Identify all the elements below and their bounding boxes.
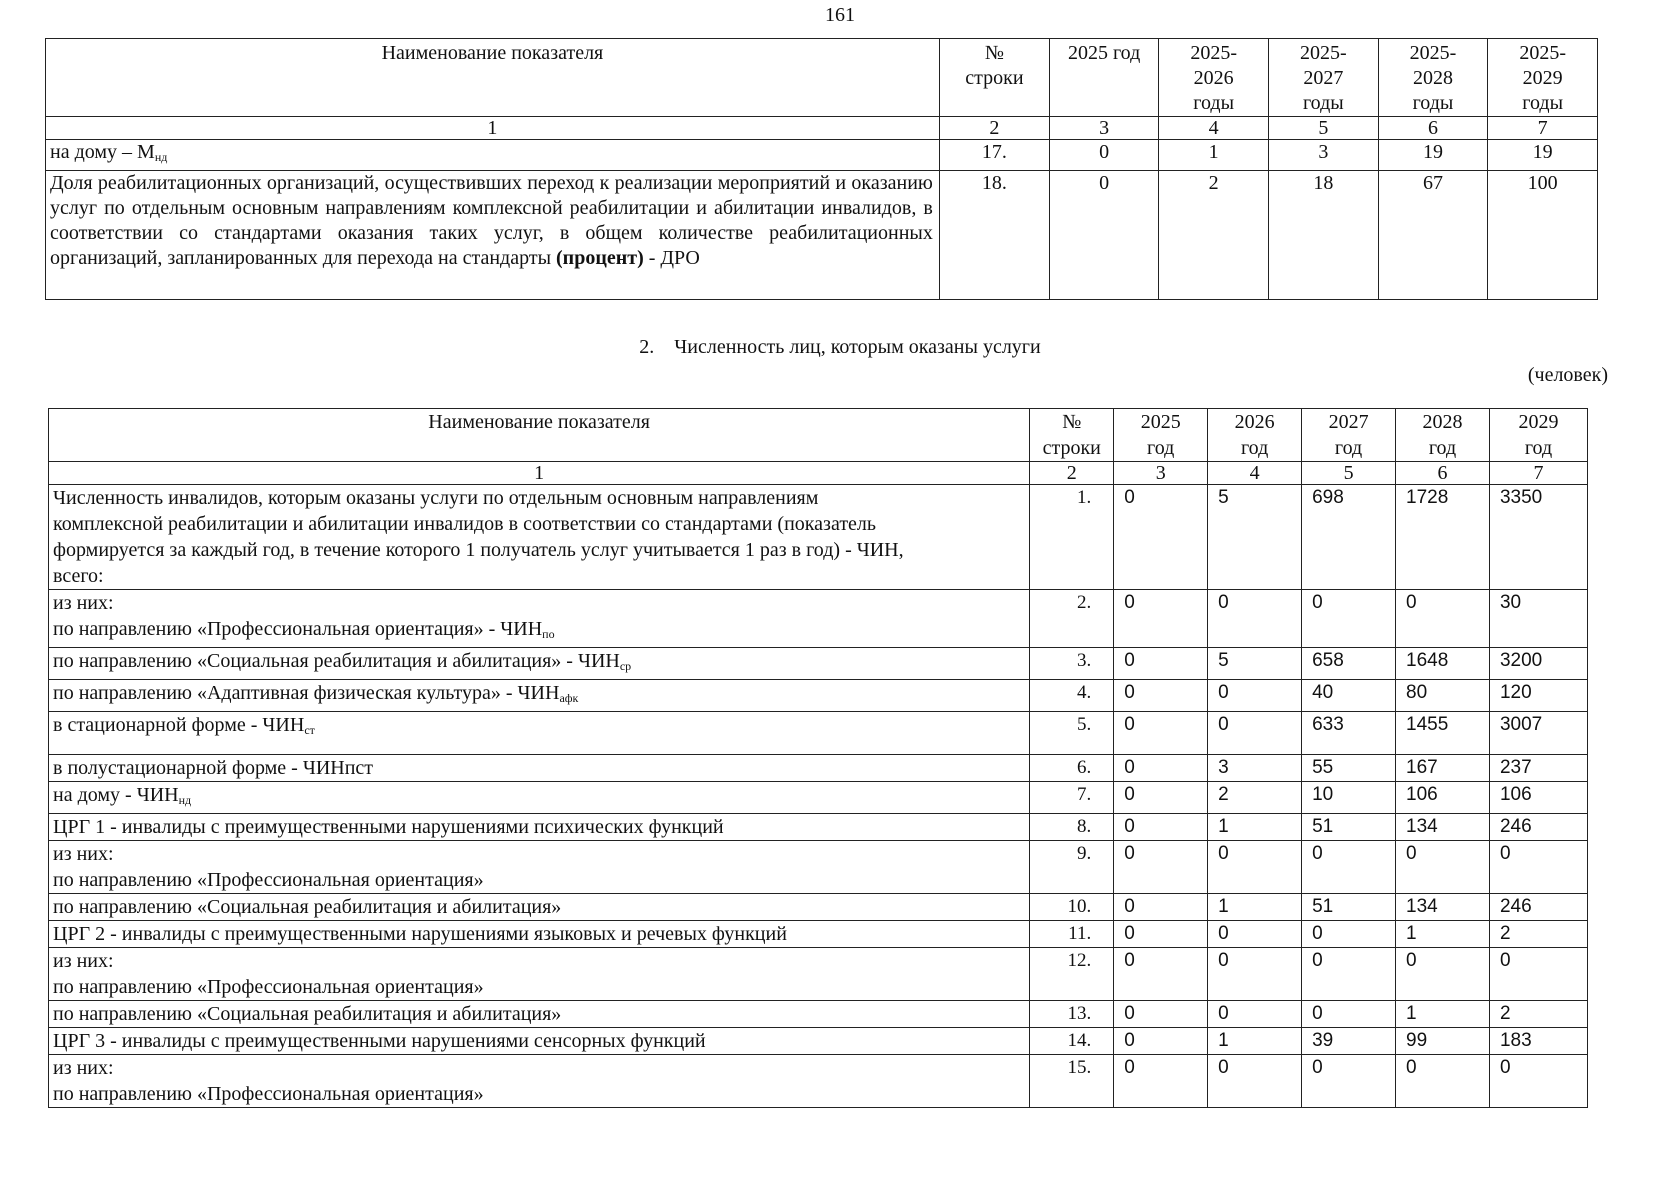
row-name: на дому - $ЧИН_{нд}$ — [49, 782, 1030, 814]
column-number: 1 — [46, 117, 940, 140]
table-row — [49, 921, 1588, 948]
table-row — [49, 1055, 1588, 1108]
value-cell: 1648 — [1396, 648, 1490, 680]
value-cell: 10 — [1302, 782, 1396, 814]
value-cell: 80 — [1396, 680, 1490, 712]
row-name: по направлению «Социальная реабилитация и абилитация» — [49, 894, 1030, 921]
value-cell: 1 — [1208, 814, 1302, 841]
table-row — [49, 948, 1588, 1001]
value-cell: 0 — [1396, 1055, 1490, 1108]
column-number: 6 — [1378, 117, 1488, 140]
header-years-2025-2027: 2025- 2027 годы — [1268, 39, 1378, 117]
value-cell: 3350 — [1489, 485, 1587, 590]
table-row — [49, 1001, 1588, 1028]
value-cell: 0 — [1302, 590, 1396, 648]
value-cell: 0 — [1489, 841, 1587, 894]
value-cell: 2 — [1489, 921, 1587, 948]
header-row-number: № строки — [939, 39, 1049, 117]
value-cell: 0 — [1114, 948, 1208, 1001]
value-cell: 183 — [1489, 1028, 1587, 1055]
value-cell: 0 — [1208, 1001, 1302, 1028]
indicators-table-continued — [45, 38, 1598, 300]
value-cell: 0 — [1114, 680, 1208, 712]
header-row-number: № строки — [1030, 409, 1114, 462]
row-number: 12. — [1030, 948, 1114, 1001]
value-cell: 0 — [1114, 648, 1208, 680]
table2-body — [49, 485, 1588, 1108]
value-cell: 1 — [1159, 140, 1269, 171]
value-cell: 167 — [1396, 755, 1490, 782]
row-number: 6. — [1030, 755, 1114, 782]
value-cell: 0 — [1049, 171, 1158, 300]
column-number: 6 — [1396, 462, 1490, 485]
value-cell: 0 — [1114, 894, 1208, 921]
header-year-2029: 2029 год — [1489, 409, 1587, 462]
row-name: ЦРГ 3 - инвалиды с преимущественными нарушениями сенсорных функций — [49, 1028, 1030, 1055]
table-row — [49, 814, 1588, 841]
header-year-2028: 2028 год — [1396, 409, 1490, 462]
value-cell: 134 — [1396, 814, 1490, 841]
row-number: 5. — [1030, 712, 1114, 755]
value-cell: 0 — [1489, 948, 1587, 1001]
table-row — [49, 648, 1588, 680]
row-number: 10. — [1030, 894, 1114, 921]
value-cell: 0 — [1114, 1055, 1208, 1108]
table-row — [49, 894, 1588, 921]
value-cell: 55 — [1302, 755, 1396, 782]
value-cell: 39 — [1302, 1028, 1396, 1055]
value-cell: 100 — [1488, 171, 1598, 300]
column-number: 7 — [1488, 117, 1598, 140]
value-cell: 0 — [1396, 948, 1490, 1001]
column-number: 5 — [1302, 462, 1396, 485]
value-cell: 51 — [1302, 814, 1396, 841]
row-name: в полустационарной форме - ЧИНпст — [49, 755, 1030, 782]
value-cell: 1 — [1208, 1028, 1302, 1055]
row-name: Численность инвалидов, которым оказаны услуги по отдельным основным направлениям комплексной реабилитации и абилитации инвалидов в соответствии со стандартами (показатель формируется за каждый год, в течение которого 1 получатель услуг учитывается 1 раз в год) - ЧИН, всего: — [49, 485, 1030, 590]
value-cell: 698 — [1302, 485, 1396, 590]
table1-header-row — [46, 39, 1598, 117]
row-name: из них: по направлению «Профессиональная ориентация» — [49, 841, 1030, 894]
value-cell: 0 — [1114, 841, 1208, 894]
value-cell: 134 — [1396, 894, 1490, 921]
value-cell: 246 — [1489, 894, 1587, 921]
value-cell: 19 — [1378, 140, 1488, 171]
table-row — [49, 712, 1588, 755]
value-cell: 0 — [1208, 590, 1302, 648]
value-cell: 5 — [1208, 485, 1302, 590]
value-cell: 2 — [1489, 1001, 1587, 1028]
section-title: 2. Численность лиц, которым оказаны услуги — [639, 336, 1041, 358]
value-cell: 1728 — [1396, 485, 1490, 590]
row-name: на дому – $М_{нд}$ — [46, 140, 940, 171]
column-number: 5 — [1268, 117, 1378, 140]
row-name: из них: по направлению «Профессиональная ориентация» — [49, 1055, 1030, 1108]
row-number: 7. — [1030, 782, 1114, 814]
column-number: 4 — [1208, 462, 1302, 485]
row-number: 15. — [1030, 1055, 1114, 1108]
row-number: 3. — [1030, 648, 1114, 680]
table-row — [46, 140, 1598, 171]
value-cell: 0 — [1114, 1001, 1208, 1028]
value-cell: 237 — [1489, 755, 1587, 782]
value-cell: 40 — [1302, 680, 1396, 712]
column-number: 3 — [1049, 117, 1158, 140]
value-cell: 0 — [1049, 140, 1158, 171]
header-years-2025-2026: 2025- 2026 годы — [1159, 39, 1269, 117]
value-cell: 0 — [1396, 590, 1490, 648]
value-cell: 0 — [1114, 814, 1208, 841]
table-row — [49, 841, 1588, 894]
value-cell: 1 — [1396, 1001, 1490, 1028]
value-cell: 3200 — [1489, 648, 1587, 680]
value-cell: 5 — [1208, 648, 1302, 680]
column-number: 4 — [1159, 117, 1269, 140]
header-year-2026: 2026 год — [1208, 409, 1302, 462]
value-cell: 3 — [1208, 755, 1302, 782]
value-cell: 30 — [1489, 590, 1587, 648]
row-name: ЦРГ 2 - инвалиды с преимущественными нарушениями языковых и речевых функций — [49, 921, 1030, 948]
value-cell: 246 — [1489, 814, 1587, 841]
row-number: 4. — [1030, 680, 1114, 712]
row-number: 14. — [1030, 1028, 1114, 1055]
persons-served-table — [48, 408, 1588, 1108]
value-cell: 0 — [1208, 841, 1302, 894]
row-number: 17. — [939, 140, 1049, 171]
value-cell: 0 — [1302, 921, 1396, 948]
value-cell: 2 — [1208, 782, 1302, 814]
value-cell: 120 — [1489, 680, 1587, 712]
value-cell: 18 — [1268, 171, 1378, 300]
value-cell: 0 — [1208, 712, 1302, 755]
column-number: 3 — [1114, 462, 1208, 485]
value-cell: 0 — [1114, 755, 1208, 782]
row-name: по направлению «Социальная реабилитация и абилитация» — [49, 1001, 1030, 1028]
value-cell: 0 — [1114, 485, 1208, 590]
value-cell: 106 — [1396, 782, 1490, 814]
column-number: 1 — [49, 462, 1030, 485]
unit-label: (человек) — [1527, 364, 1608, 386]
row-name: из них: по направлению «Профессиональная ориентация» - $ЧИН_{по}$ — [49, 590, 1030, 648]
row-name: Доля реабилитационных организаций, осуществивших переход к реализации мероприятий и оказанию услуг по отдельным основным направлениям комплексной реабилитации и абилитации инвалидов, в соответствии со стандартами оказания таких услуг, в общем количестве реабилитационных организаций, запланированных для перехода на стандарты (процент) - ДРО — [46, 171, 940, 300]
value-cell: 1 — [1208, 894, 1302, 921]
value-cell: 2 — [1159, 171, 1269, 300]
value-cell: 633 — [1302, 712, 1396, 755]
table-row — [49, 680, 1588, 712]
value-cell: 0 — [1208, 921, 1302, 948]
row-number: 2. — [1030, 590, 1114, 648]
value-cell: 0 — [1114, 590, 1208, 648]
value-cell: 0 — [1489, 1055, 1587, 1108]
value-cell: 0 — [1114, 782, 1208, 814]
value-cell: 0 — [1302, 841, 1396, 894]
row-name: ЦРГ 1 - инвалиды с преимущественными нарушениями психических функций — [49, 814, 1030, 841]
table-row — [46, 171, 1598, 300]
header-year-2025: 2025 год — [1114, 409, 1208, 462]
row-number: 8. — [1030, 814, 1114, 841]
column-number: 7 — [1489, 462, 1587, 485]
row-name: из них: по направлению «Профессиональная ориентация» — [49, 948, 1030, 1001]
value-cell: 658 — [1302, 648, 1396, 680]
header-indicator-name: Наименование показателя — [46, 39, 940, 117]
column-number: 2 — [1030, 462, 1114, 485]
header-years-2025-2028: 2025- 2028 годы — [1378, 39, 1488, 117]
table2-column-numbers-row — [49, 462, 1588, 485]
value-cell: 0 — [1208, 680, 1302, 712]
header-year-2027: 2027 год — [1302, 409, 1396, 462]
value-cell: 0 — [1396, 841, 1490, 894]
header-indicator-name: Наименование показателя — [49, 409, 1030, 462]
value-cell: 0 — [1302, 1001, 1396, 1028]
table2-header-row — [49, 409, 1588, 462]
table-row — [49, 782, 1588, 814]
value-cell: 0 — [1208, 1055, 1302, 1108]
value-cell: 0 — [1302, 1055, 1396, 1108]
row-name: по направлению «Адаптивная физическая культура» - $ЧИН_{афк}$ — [49, 680, 1030, 712]
column-number: 2 — [939, 117, 1049, 140]
value-cell: 1455 — [1396, 712, 1490, 755]
row-name: в стационарной форме - $ЧИН_{ст}$ — [49, 712, 1030, 755]
value-cell: 99 — [1396, 1028, 1490, 1055]
value-cell: 3007 — [1489, 712, 1587, 755]
row-number: 1. — [1030, 485, 1114, 590]
value-cell: 0 — [1114, 921, 1208, 948]
header-years-2025-2029: 2025- 2029 годы — [1488, 39, 1598, 117]
table1-column-numbers-row — [46, 117, 1598, 140]
value-cell: 0 — [1114, 712, 1208, 755]
row-name: по направлению «Социальная реабилитация и абилитация» - $ЧИН_{ср}$ — [49, 648, 1030, 680]
value-cell: 106 — [1489, 782, 1587, 814]
page-number: 161 — [825, 4, 855, 26]
value-cell: 19 — [1488, 140, 1598, 171]
value-cell: 51 — [1302, 894, 1396, 921]
row-number: 11. — [1030, 921, 1114, 948]
table-row — [49, 485, 1588, 590]
row-number: 18. — [939, 171, 1049, 300]
table-row — [49, 590, 1588, 648]
value-cell: 0 — [1208, 948, 1302, 1001]
value-cell: 0 — [1302, 948, 1396, 1001]
row-number: 9. — [1030, 841, 1114, 894]
value-cell: 67 — [1378, 171, 1488, 300]
value-cell: 0 — [1114, 1028, 1208, 1055]
header-year-2025: 2025 год — [1049, 39, 1158, 117]
row-number: 13. — [1030, 1001, 1114, 1028]
value-cell: 1 — [1396, 921, 1490, 948]
table-row — [49, 1028, 1588, 1055]
table-row — [49, 755, 1588, 782]
value-cell: 3 — [1268, 140, 1378, 171]
